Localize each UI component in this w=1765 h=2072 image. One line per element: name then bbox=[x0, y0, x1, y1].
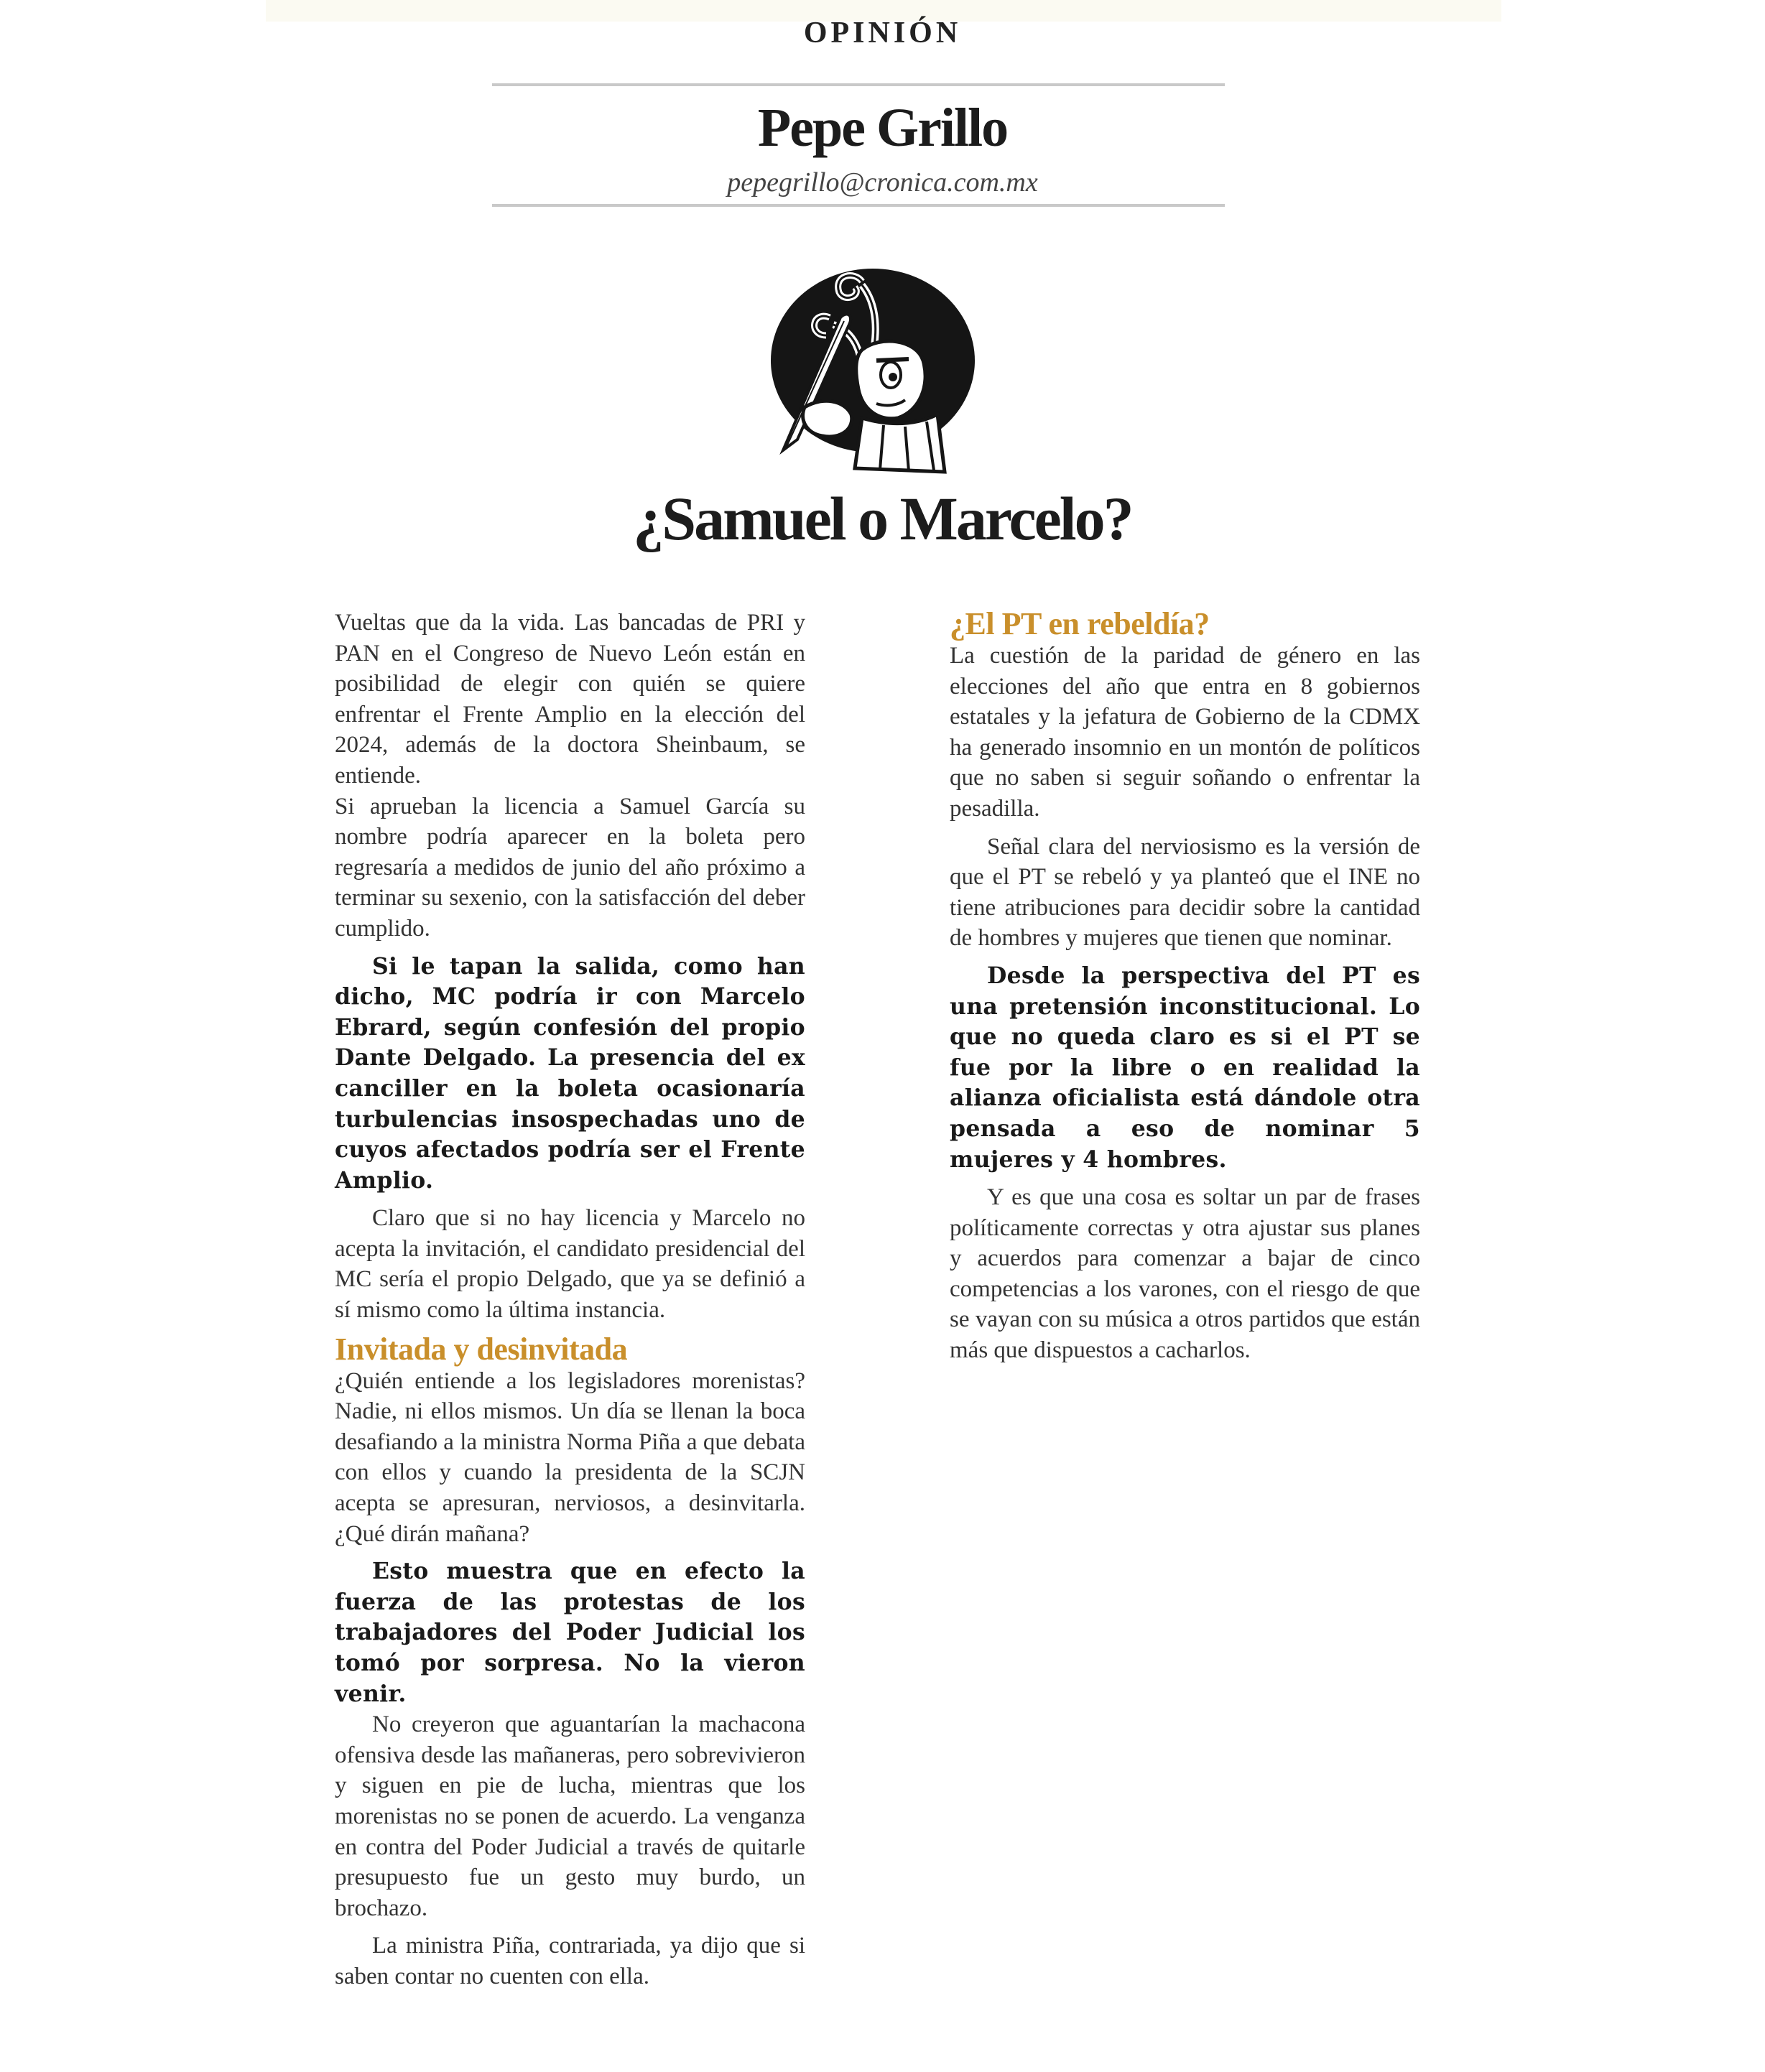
paragraph: Si aprueban la licencia a Samuel García su nombre podría aparecer en la boleta pero regresaría a medidos de junio del año próximo a terminar su sexenio, con la satisfacción del deber cumplido. bbox=[335, 793, 805, 942]
paragraph-bold: Desde la perspectiva del PT es una pretensión inconstitucional. Lo que no queda claro es si el PT se fue por la libre o en realidad la alianza oficialista está dándole otra pensada a eso de nominar 5 mujeres y 4 hombres. bbox=[950, 962, 1420, 1173]
paragraph: Claro que si no hay licencia y Marcelo no acepta la invitación, el candidato presidencial del MC sería el propio Delgado, que ya se definió a sí mismo como la última instancia. bbox=[335, 1205, 805, 1324]
paragraph: No creyeron que aguantarían la machacona ofensiva desde las mañaneras, pero sobrevivieron y siguen en pie de lucha, mientras que los morenistas no se ponen de acuerdo. La venganza en contra del Poder Judicial a través de quitarle presupuesto fue un gesto muy burdo, un brochazo. bbox=[335, 1711, 805, 1921]
column-right bbox=[950, 608, 1420, 1366]
divider-bottom bbox=[492, 204, 1225, 207]
cricket-writer-caricature-icon bbox=[754, 267, 984, 475]
author-email: pepegrillo@cronica.com.mx bbox=[727, 167, 1038, 198]
column-left bbox=[335, 608, 805, 1992]
author-name: Pepe Grillo bbox=[757, 98, 1008, 158]
divider-top bbox=[492, 83, 1225, 86]
paragraph-bold: Si le tapan la salida, como han dicho, MC podría ir con Marcelo Ebrard, según confesión del propio Dante Delgado. La presencia del ex canciller en la boleta ocasionaría turbulencias insospechadas uno de cuyos afectados podría ser el Frente Amplio. bbox=[335, 952, 805, 1194]
paragraph: Vueltas que da la vida. Las bancadas de PRI y PAN en el Congreso de Nuevo León están en posibilidad de elegir con quién se quiere enfrentar el Frente Amplio en la elección del 2024, además de la doctora Sheinbaum, se entiende. bbox=[335, 610, 805, 789]
paragraph-bold: Esto muestra que en efecto la fuerza de las protestas de los trabajadores del Poder Judicial los tomó por sorpresa. No la vieron venir. bbox=[335, 1558, 805, 1707]
subheading: ¿El PT en rebeldía? bbox=[950, 606, 1210, 641]
headline: ¿Samuel o Marcelo? bbox=[633, 484, 1132, 553]
paragraph: ¿Quién entiende a los legisladores morenistas? Nadie, ni ellos mismos. Un día se llenan la boca desafiando a la ministra Norma Piña a que debata con ellos y cuando la presidenta de la SCJN acepta se apresuran, nerviosos, a desinvitarla. ¿Qué dirán mañana? bbox=[335, 1367, 805, 1547]
paragraph: La ministra Piña, contrariada, ya dijo que si saben contar no cuenten con ella. bbox=[335, 1933, 805, 1989]
section-label: OPINIÓN bbox=[803, 17, 962, 50]
subheading: Invitada y desinvitada bbox=[335, 1331, 628, 1367]
paragraph: La cuestión de la paridad de género en las elecciones del año que entra en 8 gobiernos estatales y la jefatura de Gobierno de la CDMX ha generado insomnio en un montón de políticos que no saben si seguir soñando o enfrentar la pesadilla. bbox=[950, 643, 1420, 822]
paragraph: Y es que una cosa es soltar un par de frases políticamente correctas y otra ajustar sus planes y acuerdos para comenzar a bajar de cinco competencias a los varones, con el riesgo de que se vayan con su música a otros partidos que están más que dispuestos a cacharlos. bbox=[950, 1184, 1420, 1364]
paragraph: Señal clara del nerviosismo es la versión de que el PT se rebeló y ya planteó que el INE no tiene atribuciones para decidir sobre la cantidad de hombres y mujeres que tienen que nominar. bbox=[950, 833, 1420, 952]
